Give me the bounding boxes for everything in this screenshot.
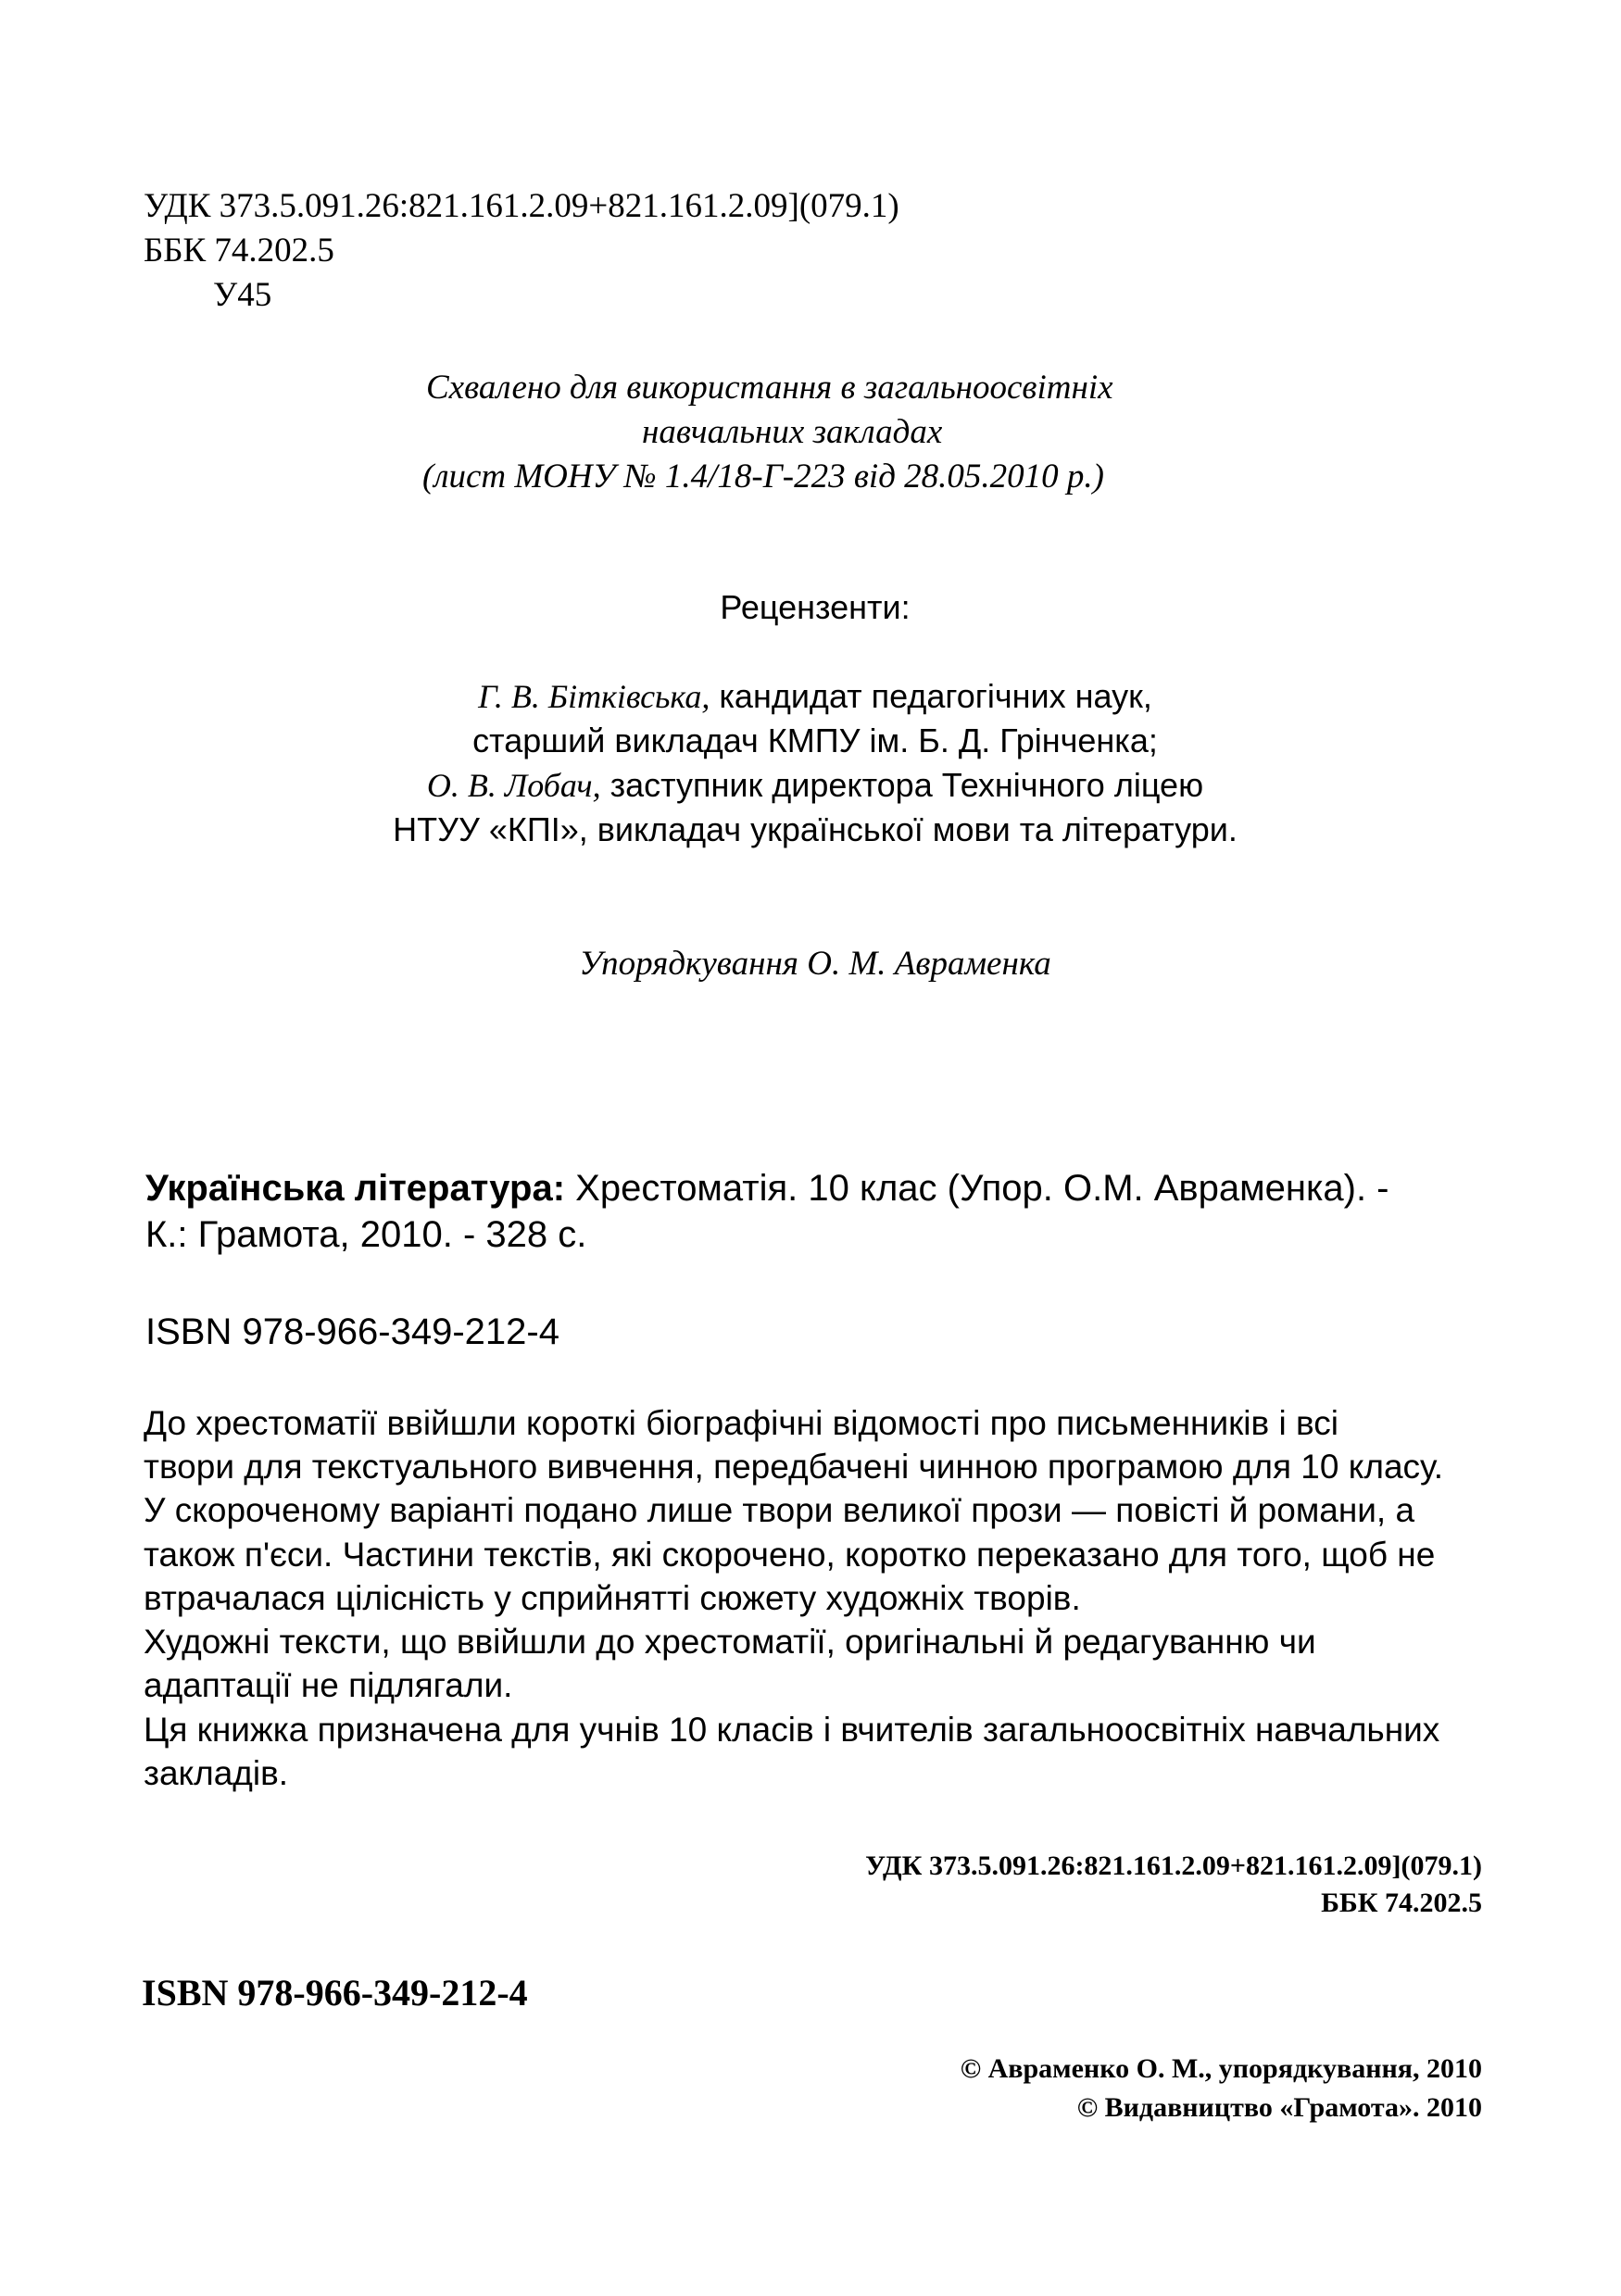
approval-line-1: Схвалено для використання в загальноосвітніх — [426, 369, 1113, 407]
annotation-line: втрачалася цілісність у сприйнятті сюжету художніх творів. — [144, 1579, 1081, 1617]
footer-isbn: ISBN 978-966-349-212-4 — [142, 1972, 528, 2014]
annotation-line: Ця книжка призначена для учнів 10 класів і вчителів загальноосвітніх навчальних — [144, 1711, 1440, 1749]
reviewer-1-position: старший викладач КМПУ ім. Б. Д. Грінченка; — [472, 721, 1158, 759]
bibliography-line-1 — [145, 1170, 1389, 1207]
compiled-by: Упорядкування О. М. Авраменка — [579, 945, 1051, 983]
bibliography-line-2: К.: Грамота, 2010. - 328 с. — [145, 1214, 587, 1255]
annotation-line: Художні тексти, що ввійшли до хрестоматії, оригінальні й редагуванню чи — [144, 1623, 1316, 1661]
udk-code: УДК 373.5.091.26:821.161.2.09+821.161.2.09](079.1) — [144, 187, 899, 225]
reviewer-1-title: кандидат педагогічних наук, — [710, 677, 1152, 715]
book-title: Українська література: — [145, 1168, 566, 1209]
approval-line-3: (лист МОНУ № 1.4/18-Г-223 від 28.05.2010 р.) — [422, 458, 1104, 496]
annotation-line: також п'єси. Частини текстів, які скорочено, коротко переказано для того, щоб не — [144, 1536, 1436, 1574]
reviewer-1 — [0, 677, 1621, 715]
annotation-line: У скороченому варіанті подано лише твори великої прози — повісті й романи, а — [144, 1491, 1415, 1529]
author-index: У45 — [213, 276, 272, 314]
reviewer-2-position: НТУУ «КПІ», викладач української мови та літератури. — [393, 810, 1238, 848]
annotation-line: До хрестоматії ввійшли короткі біографічні відомості про письменників і всі — [144, 1404, 1338, 1442]
reviewer-2-name: О. В. Лобач, — [426, 767, 601, 804]
reviewer-2-title: заступник директора Технічного ліцею — [600, 766, 1204, 804]
reviewers-title: Рецензенти: — [720, 588, 911, 626]
isbn: ISBN 978-966-349-212-4 — [145, 1311, 559, 1352]
copyright-publisher: © Видавництво «Грамота». 2010 — [1076, 2092, 1482, 2123]
reviewer-2 — [0, 766, 1621, 804]
copyright-compiler: © Авраменко О. М., упорядкування, 2010 — [960, 2053, 1482, 2084]
book-description: Хрестоматія. 10 клас (Упор. О.М. Авраменка). - — [565, 1168, 1389, 1209]
footer-udk-code: УДК 373.5.091.26:821.161.2.09+821.161.2.09](079.1) — [865, 1851, 1482, 1881]
bbk-code: ББК 74.202.5 — [144, 232, 334, 270]
reviewer-1-name: Г. В. Бітківська, — [478, 678, 710, 715]
annotation-line: твори для текстуального вивчення, передбачені чинною програмою для 10 класу. — [144, 1448, 1444, 1486]
approval-line-2: навчальних закладах — [642, 413, 943, 451]
annotation-line: закладів. — [144, 1754, 289, 1792]
annotation-line: адаптації не підлягали. — [144, 1666, 513, 1704]
footer-bbk-code: ББК 74.202.5 — [1321, 1888, 1482, 1918]
